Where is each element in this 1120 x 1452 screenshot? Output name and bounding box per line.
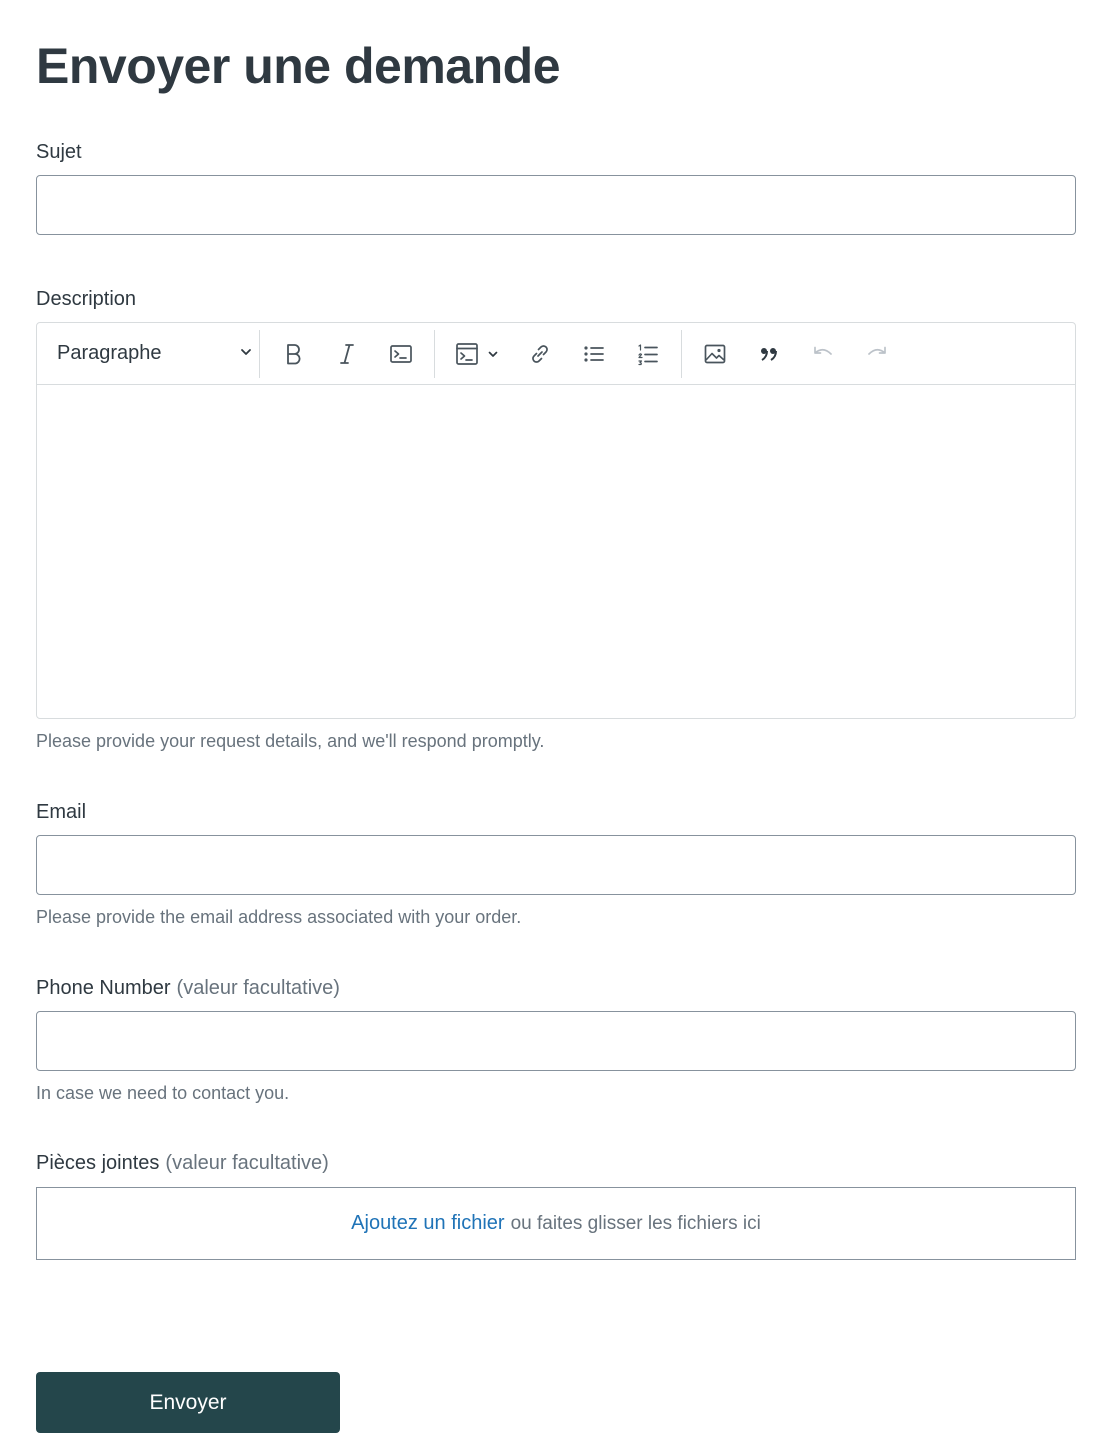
- redo-button[interactable]: [853, 330, 901, 378]
- subject-input[interactable]: [36, 175, 1076, 235]
- numbered-list-icon: [636, 342, 660, 366]
- link-button[interactable]: [516, 330, 564, 378]
- block-format-dropdown[interactable]: [57, 342, 253, 365]
- link-icon: [528, 342, 552, 366]
- insert-image-button[interactable]: [691, 330, 739, 378]
- image-icon: [703, 342, 727, 366]
- add-file-link[interactable]: Ajoutez un fichier: [351, 1212, 505, 1234]
- page-title: Envoyer une demande: [36, 38, 560, 94]
- drop-files-text: ou faites glisser les fichiers ici: [510, 1212, 761, 1234]
- email-input[interactable]: [36, 835, 1076, 895]
- numbered-list-button[interactable]: [624, 330, 672, 378]
- phone-optional-tag: (valeur facultative): [176, 977, 340, 999]
- toolbar-separator: [681, 330, 682, 378]
- bulleted-list-button[interactable]: [570, 330, 618, 378]
- bold-button[interactable]: [269, 330, 317, 378]
- redo-icon: [865, 342, 889, 366]
- description-hint: Please provide your request details, and we'll respond promptly.: [36, 731, 545, 751]
- attachments-label-text: Pièces jointes: [36, 1152, 160, 1174]
- phone-hint: In case we need to contact you.: [36, 1083, 290, 1103]
- subject-label: Sujet: [36, 141, 82, 163]
- submit-button[interactable]: Envoyer: [36, 1372, 340, 1433]
- chevron-down-icon: [487, 348, 499, 360]
- blockquote-icon: [757, 342, 781, 366]
- attachments-optional-tag: (valeur facultative): [165, 1152, 329, 1174]
- email-label: Email: [36, 801, 87, 823]
- attachments-label: [36, 1151, 329, 1175]
- block-format-value: Paragraphe: [57, 342, 162, 364]
- italic-button[interactable]: [323, 330, 371, 378]
- email-hint: Please provide the email address associated with your order.: [36, 907, 522, 927]
- code-button[interactable]: [377, 330, 425, 378]
- toolbar-separator: [434, 330, 435, 378]
- phone-label-text: Phone Number: [36, 977, 171, 999]
- attachments-dropzone[interactable]: [36, 1187, 1076, 1260]
- undo-button[interactable]: [799, 330, 847, 378]
- code-block-icon: [455, 342, 479, 366]
- code-icon: [389, 343, 413, 365]
- bold-icon: [282, 342, 304, 366]
- undo-icon: [811, 342, 835, 366]
- description-label: Description: [36, 288, 137, 310]
- phone-label: [36, 976, 340, 1000]
- blockquote-button[interactable]: [745, 330, 793, 378]
- toolbar-separator: [259, 330, 260, 378]
- editor-toolbar: [37, 323, 1075, 385]
- phone-input[interactable]: [36, 1011, 1076, 1071]
- description-textarea[interactable]: [37, 385, 1075, 718]
- code-block-button[interactable]: [444, 330, 510, 378]
- italic-icon: [336, 342, 358, 366]
- chevron-down-icon: [239, 342, 253, 365]
- description-editor: [36, 322, 1076, 719]
- bulleted-list-icon: [582, 342, 606, 366]
